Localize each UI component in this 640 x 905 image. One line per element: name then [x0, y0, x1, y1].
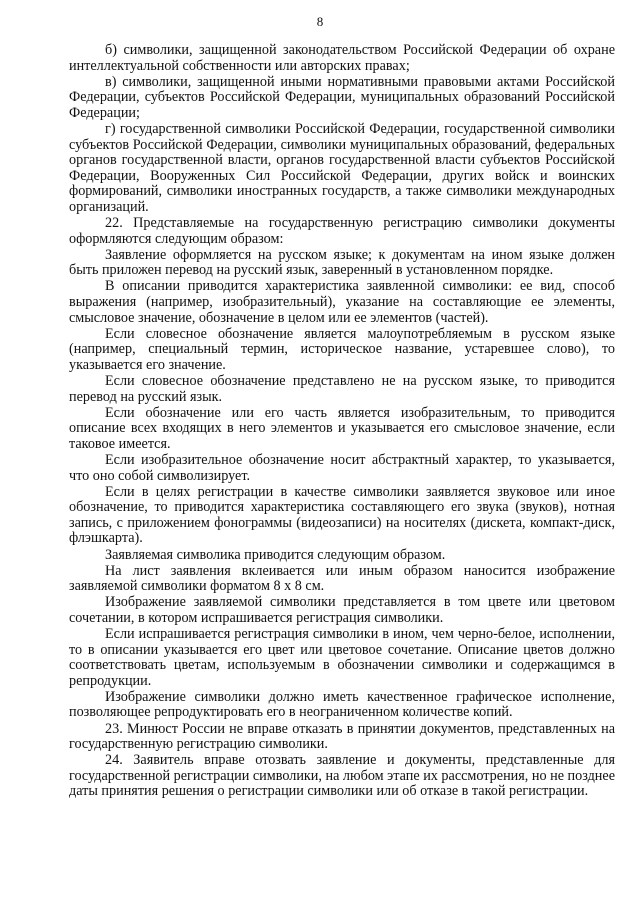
paragraph: в) символики, защищенной иными нормативными правовыми актами Российской Федерации, субъектов Российской Федерации, муниципальных образований Российской Федерации;: [69, 73, 615, 121]
paragraph: 24. Заявитель вправе отозвать заявление и документы, представленные для государственной регистрации символики, на любом этапе их рассмотрения, но не позднее даты принятия решения о регистрации символики или об отказе в такой регистрации.: [69, 752, 615, 800]
paragraph: Если в целях регистрации в качестве символики заявляется звуковое или иное обозначение, то приводится характеристика составляющего его звука (звуков), нотная запись, с приложением фонограммы (видеозаписи) на носителях (дискета, компакт-диск, флэшкарта).: [69, 483, 615, 547]
paragraph: б) символики, защищенной законодательством Российской Федерации об охране интеллектуальной собственности или авторских правах;: [69, 42, 615, 74]
page-number: 8: [316, 14, 324, 29]
paragraph: Изображение символики должно иметь качественное графическое исполнение, позволяющее репродуктировать его в неограниченном количестве копий.: [69, 688, 615, 721]
paragraph: 23. Минюст России не вправе отказать в принятии документов, представленных на государственную регистрацию символики.: [69, 720, 615, 753]
paragraph: Изображение заявляемой символики представляется в том цвете или цветовом сочетании, в котором испрашивается регистрация символики.: [69, 594, 615, 626]
paragraph: Если словесное обозначение является малоупотребляемым в русском языке (например, специальный термин, историческое название, устаревшее слово), то указывается его значение.: [69, 325, 615, 373]
paragraph: На лист заявления вклеивается или иным образом наносится изображение заявляемой символики форматом 8 х 8 см.: [69, 562, 615, 595]
paragraph: В описании приводится характеристика заявленной символики: ее вид, способ выражения (например, изобразительный), указание на составляющие ее элементы, смысловое значение, обозначение в целом или ее элементов (частей).: [69, 278, 615, 326]
paragraph: Если изобразительное обозначение носит абстрактный характер, то указывается, что оно собой символизирует.: [69, 451, 615, 484]
document-body: [69, 43, 615, 801]
paragraph: Если обозначение или его часть является изобразительным, то приводится описание всех входящих в него элементов и указывается его смысловое значение, если таковое имеется.: [69, 404, 615, 452]
paragraph: Заявляемая символика приводится следующим образом.: [105, 546, 446, 563]
paragraph: Заявление оформляется на русском языке; к документам на ином языке должен быть приложен перевод на русский язык, заверенный в установленном порядке.: [69, 246, 615, 279]
paragraph: 22. Представляемые на государственную регистрацию символики документы оформляются следующим образом:: [69, 215, 615, 247]
paragraph: Если словесное обозначение представлено не на русском языке, то приводится перевод на русский язык.: [69, 372, 615, 405]
paragraph: Если испрашивается регистрация символики в ином, чем черно-белое, исполнении, то в описании указывается его цвет или цветовое сочетание. Описание цветов должно соответствовать цветам, используемым в обозначении символики и содержащимся в репродукции.: [69, 625, 615, 689]
paragraph: г) государственной символики Российской Федерации, государственной символики субъектов Российской Федерации, символики муниципальных образований, федеральных органов государственной власти, органов государственной власти субъектов Российской Федерации, Вооруженных Сил Российской Федерации, других войск и воинских формирований, символики иностранных государств, а также символики международных организаций.: [69, 120, 615, 215]
